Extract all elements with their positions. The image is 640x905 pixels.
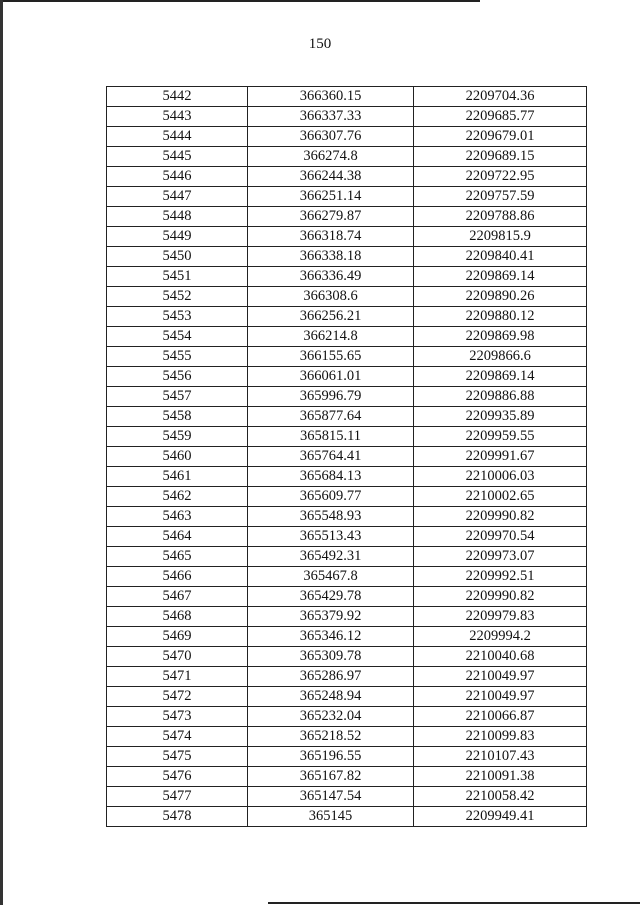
x-coordinate-cell: 366336.49: [248, 267, 414, 287]
page-number: 150: [308, 36, 332, 52]
table-row: [107, 607, 587, 627]
x-coordinate-cell: 365309.78: [248, 647, 414, 667]
y-coordinate-cell: 2209979.83: [414, 607, 587, 627]
x-coordinate-cell: 365877.64: [248, 407, 414, 427]
table-row: [107, 347, 587, 367]
point-number-cell: 5444: [107, 127, 248, 147]
scan-edge-bottom: [268, 902, 640, 904]
table-row: [107, 567, 587, 587]
point-number-cell: 5474: [107, 727, 248, 747]
y-coordinate-cell: 2210049.97: [414, 667, 587, 687]
point-number-cell: 5462: [107, 487, 248, 507]
y-coordinate-cell: 2209722.95: [414, 167, 587, 187]
point-number-cell: 5448: [107, 207, 248, 227]
table-row: [107, 647, 587, 667]
table-row: [107, 87, 587, 107]
point-number-cell: 5468: [107, 607, 248, 627]
point-number-cell: 5472: [107, 687, 248, 707]
y-coordinate-cell: 2209840.41: [414, 247, 587, 267]
point-number-cell: 5461: [107, 467, 248, 487]
y-coordinate-cell: 2209990.82: [414, 507, 587, 527]
y-coordinate-cell: 2209990.82: [414, 587, 587, 607]
table-row: [107, 127, 587, 147]
y-coordinate-cell: 2209880.12: [414, 307, 587, 327]
x-coordinate-cell: 366244.38: [248, 167, 414, 187]
x-coordinate-cell: 365429.78: [248, 587, 414, 607]
table-row: [107, 667, 587, 687]
scan-edge-top: [0, 0, 480, 2]
point-number-cell: 5446: [107, 167, 248, 187]
point-number-cell: 5453: [107, 307, 248, 327]
point-number-cell: 5455: [107, 347, 248, 367]
y-coordinate-cell: 2210002.65: [414, 487, 587, 507]
point-number-cell: 5470: [107, 647, 248, 667]
table-row: [107, 207, 587, 227]
coordinates-table-body: [107, 87, 587, 827]
point-number-cell: 5443: [107, 107, 248, 127]
table-row: [107, 467, 587, 487]
x-coordinate-cell: 366338.18: [248, 247, 414, 267]
point-number-cell: 5466: [107, 567, 248, 587]
x-coordinate-cell: 366155.65: [248, 347, 414, 367]
y-coordinate-cell: 2209685.77: [414, 107, 587, 127]
x-coordinate-cell: 366337.33: [248, 107, 414, 127]
table-row: [107, 287, 587, 307]
x-coordinate-cell: 365167.82: [248, 767, 414, 787]
table-row: [107, 767, 587, 787]
point-number-cell: 5463: [107, 507, 248, 527]
y-coordinate-cell: 2209679.01: [414, 127, 587, 147]
x-coordinate-cell: 365147.54: [248, 787, 414, 807]
point-number-cell: 5451: [107, 267, 248, 287]
x-coordinate-cell: 365815.11: [248, 427, 414, 447]
point-number-cell: 5456: [107, 367, 248, 387]
x-coordinate-cell: 366274.8: [248, 147, 414, 167]
x-coordinate-cell: 366318.74: [248, 227, 414, 247]
y-coordinate-cell: 2210006.03: [414, 467, 587, 487]
y-coordinate-cell: 2209815.9: [414, 227, 587, 247]
x-coordinate-cell: 365684.13: [248, 467, 414, 487]
table-row: [107, 447, 587, 467]
coordinates-table: [106, 86, 587, 827]
x-coordinate-cell: 365248.94: [248, 687, 414, 707]
point-number-cell: 5465: [107, 547, 248, 567]
point-number-cell: 5457: [107, 387, 248, 407]
x-coordinate-cell: 366360.15: [248, 87, 414, 107]
point-number-cell: 5473: [107, 707, 248, 727]
y-coordinate-cell: 2209689.15: [414, 147, 587, 167]
y-coordinate-cell: 2209704.36: [414, 87, 587, 107]
y-coordinate-cell: 2209959.55: [414, 427, 587, 447]
point-number-cell: 5450: [107, 247, 248, 267]
x-coordinate-cell: 366251.14: [248, 187, 414, 207]
y-coordinate-cell: 2209866.6: [414, 347, 587, 367]
point-number-cell: 5449: [107, 227, 248, 247]
point-number-cell: 5469: [107, 627, 248, 647]
point-number-cell: 5460: [107, 447, 248, 467]
x-coordinate-cell: 365467.8: [248, 567, 414, 587]
table-row: [107, 427, 587, 447]
x-coordinate-cell: 365145: [248, 807, 414, 827]
x-coordinate-cell: 365286.97: [248, 667, 414, 687]
point-number-cell: 5464: [107, 527, 248, 547]
table-row: [107, 707, 587, 727]
y-coordinate-cell: 2210040.68: [414, 647, 587, 667]
point-number-cell: 5475: [107, 747, 248, 767]
y-coordinate-cell: 2210091.38: [414, 767, 587, 787]
table-row: [107, 327, 587, 347]
y-coordinate-cell: 2209992.51: [414, 567, 587, 587]
table-row: [107, 627, 587, 647]
y-coordinate-cell: 2210058.42: [414, 787, 587, 807]
table-row: [107, 407, 587, 427]
point-number-cell: 5445: [107, 147, 248, 167]
table-row: [107, 187, 587, 207]
point-number-cell: 5476: [107, 767, 248, 787]
y-coordinate-cell: 2210099.83: [414, 727, 587, 747]
table-row: [107, 227, 587, 247]
x-coordinate-cell: 365232.04: [248, 707, 414, 727]
x-coordinate-cell: 365196.55: [248, 747, 414, 767]
table-row: [107, 687, 587, 707]
table-row: [107, 507, 587, 527]
x-coordinate-cell: 366061.01: [248, 367, 414, 387]
point-number-cell: 5471: [107, 667, 248, 687]
table-row: [107, 387, 587, 407]
table-row: [107, 527, 587, 547]
y-coordinate-cell: 2209890.26: [414, 287, 587, 307]
y-coordinate-cell: 2209886.88: [414, 387, 587, 407]
y-coordinate-cell: 2209935.89: [414, 407, 587, 427]
table-row: [107, 787, 587, 807]
point-number-cell: 5447: [107, 187, 248, 207]
x-coordinate-cell: 365996.79: [248, 387, 414, 407]
table-row: [107, 247, 587, 267]
y-coordinate-cell: 2210049.97: [414, 687, 587, 707]
y-coordinate-cell: 2209788.86: [414, 207, 587, 227]
x-coordinate-cell: 365548.93: [248, 507, 414, 527]
point-number-cell: 5454: [107, 327, 248, 347]
table-row: [107, 107, 587, 127]
x-coordinate-cell: 365764.41: [248, 447, 414, 467]
x-coordinate-cell: 365379.92: [248, 607, 414, 627]
y-coordinate-cell: 2209973.07: [414, 547, 587, 567]
y-coordinate-cell: 2209994.2: [414, 627, 587, 647]
x-coordinate-cell: 365346.12: [248, 627, 414, 647]
table-row: [107, 267, 587, 287]
y-coordinate-cell: 2210107.43: [414, 747, 587, 767]
table-row: [107, 727, 587, 747]
y-coordinate-cell: 2209757.59: [414, 187, 587, 207]
point-number-cell: 5452: [107, 287, 248, 307]
table-row: [107, 587, 587, 607]
y-coordinate-cell: 2209949.41: [414, 807, 587, 827]
point-number-cell: 5458: [107, 407, 248, 427]
y-coordinate-cell: 2209991.67: [414, 447, 587, 467]
table-row: [107, 167, 587, 187]
y-coordinate-cell: 2209970.54: [414, 527, 587, 547]
table-row: [107, 487, 587, 507]
point-number-cell: 5442: [107, 87, 248, 107]
table-row: [107, 807, 587, 827]
point-number-cell: 5467: [107, 587, 248, 607]
y-coordinate-cell: 2209869.14: [414, 367, 587, 387]
x-coordinate-cell: 365492.31: [248, 547, 414, 567]
table-row: [107, 547, 587, 567]
y-coordinate-cell: 2209869.14: [414, 267, 587, 287]
table-row: [107, 747, 587, 767]
y-coordinate-cell: 2210066.87: [414, 707, 587, 727]
point-number-cell: 5477: [107, 787, 248, 807]
x-coordinate-cell: 366214.8: [248, 327, 414, 347]
x-coordinate-cell: 366307.76: [248, 127, 414, 147]
x-coordinate-cell: 365513.43: [248, 527, 414, 547]
x-coordinate-cell: 366308.6: [248, 287, 414, 307]
x-coordinate-cell: 366256.21: [248, 307, 414, 327]
point-number-cell: 5478: [107, 807, 248, 827]
scan-edge-left: [0, 0, 3, 905]
x-coordinate-cell: 365609.77: [248, 487, 414, 507]
table-row: [107, 307, 587, 327]
point-number-cell: 5459: [107, 427, 248, 447]
x-coordinate-cell: 365218.52: [248, 727, 414, 747]
table-row: [107, 147, 587, 167]
table-row: [107, 367, 587, 387]
x-coordinate-cell: 366279.87: [248, 207, 414, 227]
y-coordinate-cell: 2209869.98: [414, 327, 587, 347]
